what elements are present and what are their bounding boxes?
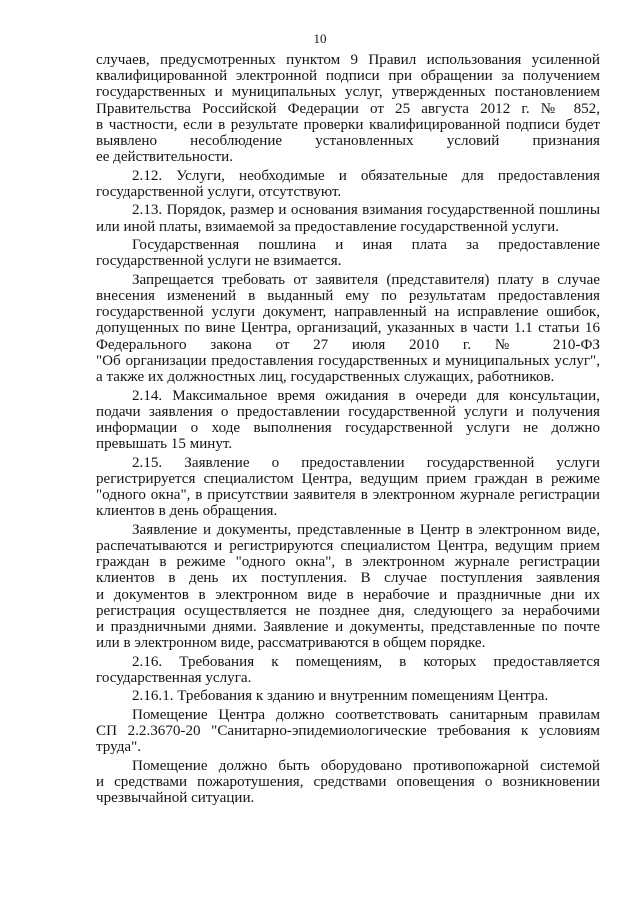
text-line: чрезвычайной ситуации. bbox=[96, 790, 255, 807]
text-line: или в электронном виде, рассматриваются в общем порядке. bbox=[96, 635, 486, 652]
document-body bbox=[96, 52, 600, 806]
text-line: Государственная пошлина и иная плата за предоставление bbox=[132, 237, 600, 254]
text-line: внесения изменений в выданный ему по результатам предоставления bbox=[96, 288, 600, 305]
text-line: и документов в электронном виде в нерабочие и праздничные дни их bbox=[96, 586, 600, 603]
text-line: "Об организации предоставления государственных и муниципальных услуг", bbox=[96, 352, 600, 369]
paragraph-p-prohibited-fee bbox=[96, 272, 600, 385]
text-line: информации о ходе выполнения государственной услуги не должно bbox=[96, 419, 600, 436]
paragraph-p-2-14 bbox=[96, 388, 600, 453]
paragraph-p-electronic bbox=[96, 522, 600, 652]
paragraph-p-2-13 bbox=[96, 202, 600, 234]
text-line: регистрируется специалистом Центра, ведущим прием граждан в режиме bbox=[96, 470, 600, 487]
paragraph-p-2-12 bbox=[96, 168, 600, 200]
text-line: государственная услуга. bbox=[96, 669, 252, 686]
text-line: государственной услуги не взимается. bbox=[96, 253, 342, 270]
text-line: СП 2.2.3670-20 "Санитарно-эпидемиологические требования к условиям bbox=[96, 723, 600, 740]
text-line: подачи заявления о предоставлении государственной услуги и получения bbox=[96, 403, 600, 420]
paragraph-p-sanitary bbox=[96, 707, 600, 756]
text-line: клиентов в день обращения. bbox=[96, 503, 278, 520]
text-line: квалифицированной электронной подписи при обращении за получением bbox=[96, 68, 600, 85]
paragraph-p-duty bbox=[96, 237, 600, 269]
text-line: 2.12. Услуги, необходимые и обязательные для предоставления bbox=[132, 167, 600, 184]
text-line: распечатываются и регистрируются специалистом Центра, ведущим прием bbox=[96, 537, 600, 554]
text-line: "одного окна", в присутствии заявителя в электронном журнале регистрации bbox=[96, 487, 600, 504]
text-line: 2.15. Заявление о предоставлении государственной услуги bbox=[132, 454, 600, 471]
text-line: допущенных по вине Центра, организаций, указанных в части 1.1 статьи 16 bbox=[96, 320, 600, 337]
text-line: граждан в режиме "одного окна", в электронном журнале регистрации bbox=[96, 554, 600, 571]
paragraph-p-2-16 bbox=[96, 654, 600, 686]
text-line: в частности, если в результате проверки квалифицированной подписи будет bbox=[96, 116, 600, 133]
text-line: ее действительности. bbox=[96, 149, 233, 166]
text-line: регистрация осуществляется не позднее дня, следующего за нерабочими bbox=[96, 602, 600, 619]
text-line: выявлено несоблюдение установленных условий признания bbox=[96, 133, 600, 150]
text-line: труда". bbox=[96, 739, 142, 756]
text-line: или иной платы, взимаемой за предоставление государственной услуги. bbox=[96, 218, 560, 235]
text-line: Правительства Российской Федерации от 25 августа 2012 г. № 852, bbox=[96, 100, 600, 117]
text-line: 2.16. Требования к помещениям, в которых предоставляется bbox=[132, 653, 600, 670]
text-line: а также их должностных лиц, государственных служащих, работников. bbox=[96, 369, 555, 386]
paragraph-p-2-15 bbox=[96, 455, 600, 520]
text-line: государственной услуги, отсутствуют. bbox=[96, 183, 342, 200]
text-line: государственной услуги документ, направленный на исправление ошибок, bbox=[96, 304, 600, 321]
text-line: 2.16.1. Требования к зданию и внутренним помещениям Центра. bbox=[132, 688, 549, 705]
text-line: 2.13. Порядок, размер и основания взимания государственной пошлины bbox=[132, 202, 600, 219]
text-line: превышать 15 минут. bbox=[96, 436, 233, 453]
text-line: Помещение должно быть оборудовано противопожарной системой bbox=[132, 757, 600, 774]
text-line: клиентов в день их поступления. В случае поступления заявления bbox=[96, 570, 600, 587]
paragraph-p-fire bbox=[96, 758, 600, 807]
text-line: случаев, предусмотренных пунктом 9 Правил использования усиленной bbox=[96, 52, 600, 68]
text-line: Запрещается требовать от заявителя (представителя) плату в случае bbox=[132, 271, 600, 288]
paragraph-p-continuation bbox=[96, 52, 600, 165]
text-line: Федерального закона от 27 июля 2010 г. № 210-ФЗ bbox=[96, 336, 600, 353]
text-line: государственных и муниципальных услуг, утвержденных постановлением bbox=[96, 84, 600, 101]
text-line: и средствами пожаротушения, средствами оповещения о возникновении bbox=[96, 774, 600, 790]
text-line: и праздничными днями. Заявление и документы, представленные по почте bbox=[96, 618, 600, 635]
page-number: 10 bbox=[313, 31, 327, 46]
text-line: 2.14. Максимальное время ожидания в очереди для консультации, bbox=[132, 387, 600, 404]
text-line: Заявление и документы, представленные в Центр в электронном виде, bbox=[132, 521, 600, 538]
paragraph-p-2-16-1 bbox=[96, 688, 600, 704]
text-line: Помещение Центра должно соответствовать санитарным правилам bbox=[132, 706, 600, 723]
